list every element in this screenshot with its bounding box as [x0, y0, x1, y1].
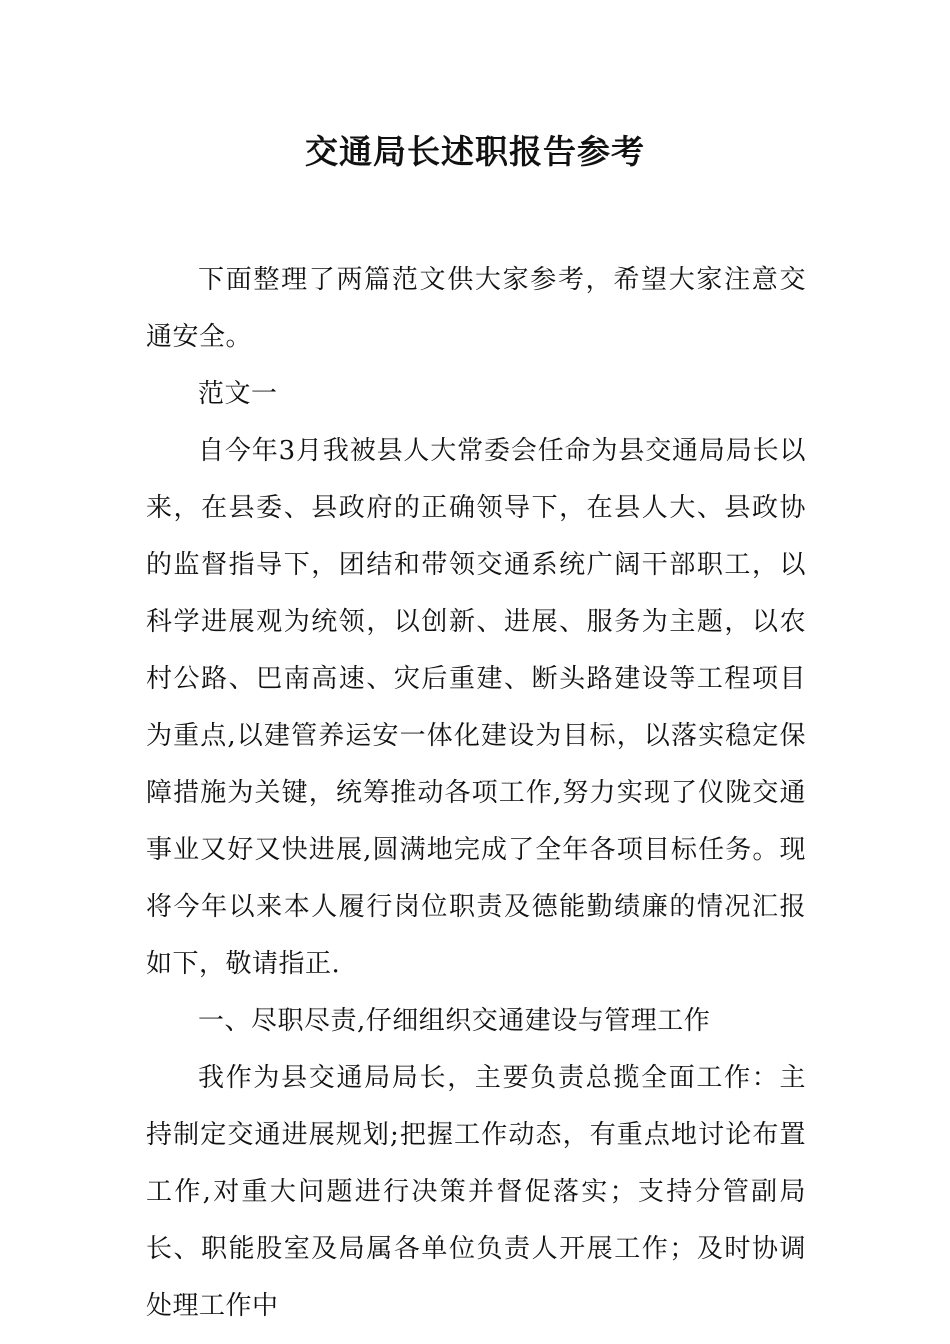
body-paragraph: 自今年3月我被县人大常委会任命为县交通局局长以来，在县委、县政府的正确领导下，在县人大、县政协的监督指导下，团结和带领交通系统广阔干部职工，以科学进展观为统领，以创新、进展、服务为主题，以农村公路、巴南高速、灾后重建、断头路建设等工程项目为重点,以建管养运安一体化建设为目标，以落实稳定保障措施为关键，统筹推动各项工作,努力实现了仪陇交通事业又好又快进展,圆满地完成了全年各项目标任务。现将今年以来本人履行岗位职责及德能勤绩廉的情况汇报如下，敬请指正.	[146, 436, 806, 979]
intro-paragraph: 下面整理了两篇范文供大家参考，希望大家注意交通安全。	[146, 265, 806, 352]
body-paragraph: 我作为县交通局局长，主要负责总揽全面工作：主持制定交通进展规划;把握工作动态，有重点地讨论布置工作,对重大问题进行决策并督促落实；支持分管副局长、职能股室及局属各单位负责人开展工作；及时协调处理工作中	[146, 1063, 806, 1321]
document-body	[146, 252, 806, 1335]
section-heading: 一、尽职尽责,仔细组织交通建设与管理工作	[198, 1006, 711, 1036]
document-title: 交通局长述职报告参考	[305, 132, 645, 171]
sample-heading: 范文一	[198, 379, 278, 409]
